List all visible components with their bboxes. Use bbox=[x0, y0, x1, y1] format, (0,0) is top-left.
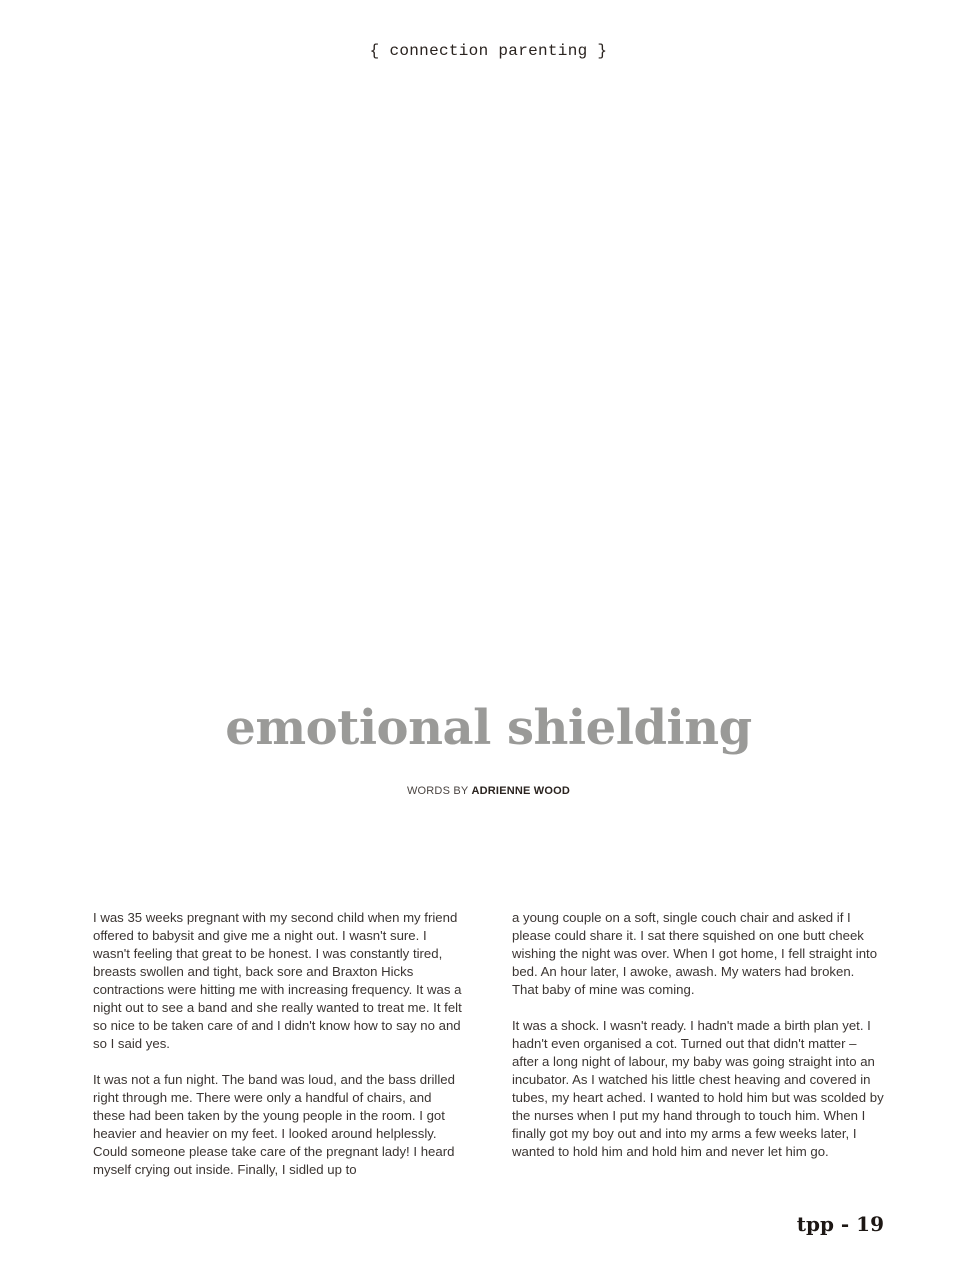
article-title: emotional shielding bbox=[225, 700, 752, 756]
body-column-left bbox=[93, 909, 465, 1197]
byline bbox=[0, 785, 977, 797]
paragraph: I was 35 weeks pregnant with my second child when my friend offered to babysit and give me a night out. I wasn't sure. I wasn't feeling that great to be honest. I was constantly tired, breasts swollen and tight, back sore and Braxton Hicks contractions were hitting me with increasing frequency. It was a night out to see a band and she really wanted to treat me. It felt so nice to be taken care of and I didn't know how to say no and so I said yes. bbox=[93, 910, 462, 1051]
byline-author: ADRIENNE WOOD bbox=[471, 785, 571, 797]
paragraph: It was a shock. I wasn't ready. I hadn't made a birth plan yet. I hadn't even organised a cot. Turned out that didn't matter – after a long night of labour, my baby was going straight into an incubator. As I watched his little chest heaving and covered in tubes, my heart ached. I wanted to hold him but was scolded by the nurses when I put my hand through to touch him. When I finally got my boy out and into my arms a few weeks later, I wanted to hold him and hold him and never let him go. bbox=[512, 1018, 884, 1159]
paragraph: a young couple on a soft, single couch chair and asked if I please could share it. I sat there squished on one butt cheek wishing the night was over. When I got home, I fell straight into bed. An hour later, I awoke, awash. My waters had broken. That baby of mine was coming. bbox=[512, 910, 878, 997]
page-number: tpp - 19 bbox=[796, 1212, 884, 1236]
body-column-right bbox=[512, 909, 884, 1179]
section-tag: { connection parenting } bbox=[369, 42, 608, 60]
byline-prefix: WORDS BY bbox=[406, 785, 469, 797]
paragraph: It was not a fun night. The band was loud, and the bass drilled right through me. There were only a handful of chairs, and these had been taken by the young people in the room. I got heavier and heavier on my feet. I looked around helplessly. Could someone please take care of the pregnant lady! I heard myself crying out inside. Finally, I sidled up to bbox=[93, 1072, 455, 1177]
